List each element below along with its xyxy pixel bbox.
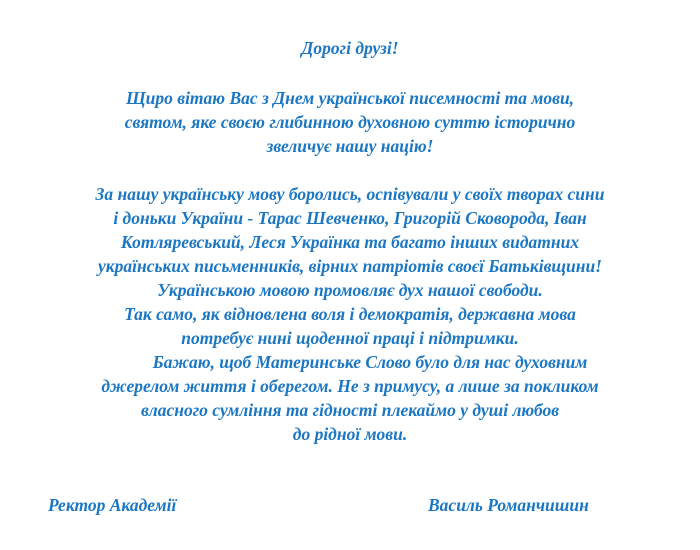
paragraph2-line-7: потребує нині щоденної праці і підтримки.: [181, 328, 519, 348]
paragraph2-line-1: За нашу українську мову боролись, оспівували у своїх творах сини: [95, 184, 605, 204]
paragraph2-line-2: і доньки України - Тарас Шевченко, Григорій Сковорода, Іван: [113, 208, 587, 228]
paragraph1-line-3: звеличує нашу націю!: [266, 136, 434, 156]
paragraph2-line-10: власного сумління та гідності плекаймо у душі любов: [140, 400, 560, 420]
paragraph1-line-1: Щиро вітаю Вас з Днем української писемності та мови,: [125, 88, 575, 108]
paragraph2-line-6: Так само, як відновлена воля і демократія, державна мова: [124, 304, 576, 324]
paragraph2-line-9: джерелом життя і оберегом. Не з примусу, а лише за покликом: [101, 376, 599, 396]
signature-title: Ректор Академії: [48, 495, 177, 515]
paragraph2-line-3: Котляревський, Леся Українка та багато інших видатних: [120, 232, 580, 252]
paragraph2-line-8: Бажаю, щоб Материнське Слово було для нас духовним: [152, 352, 588, 372]
paragraph1-line-2: святом, яке своєю глибинною духовною суттю історично: [124, 112, 576, 132]
paragraph2-line-5: Українською мовою промовляє дух нашої свободи.: [157, 280, 543, 300]
greeting-heading: Дорогі друзі!: [301, 38, 399, 58]
paragraph2-line-4: українських письменників, вірних патріотів своєї Батьківщини!: [98, 256, 602, 276]
paragraph2-line-11: до рідної мови.: [292, 424, 408, 444]
signature-name: Василь Романчишин: [428, 495, 589, 515]
